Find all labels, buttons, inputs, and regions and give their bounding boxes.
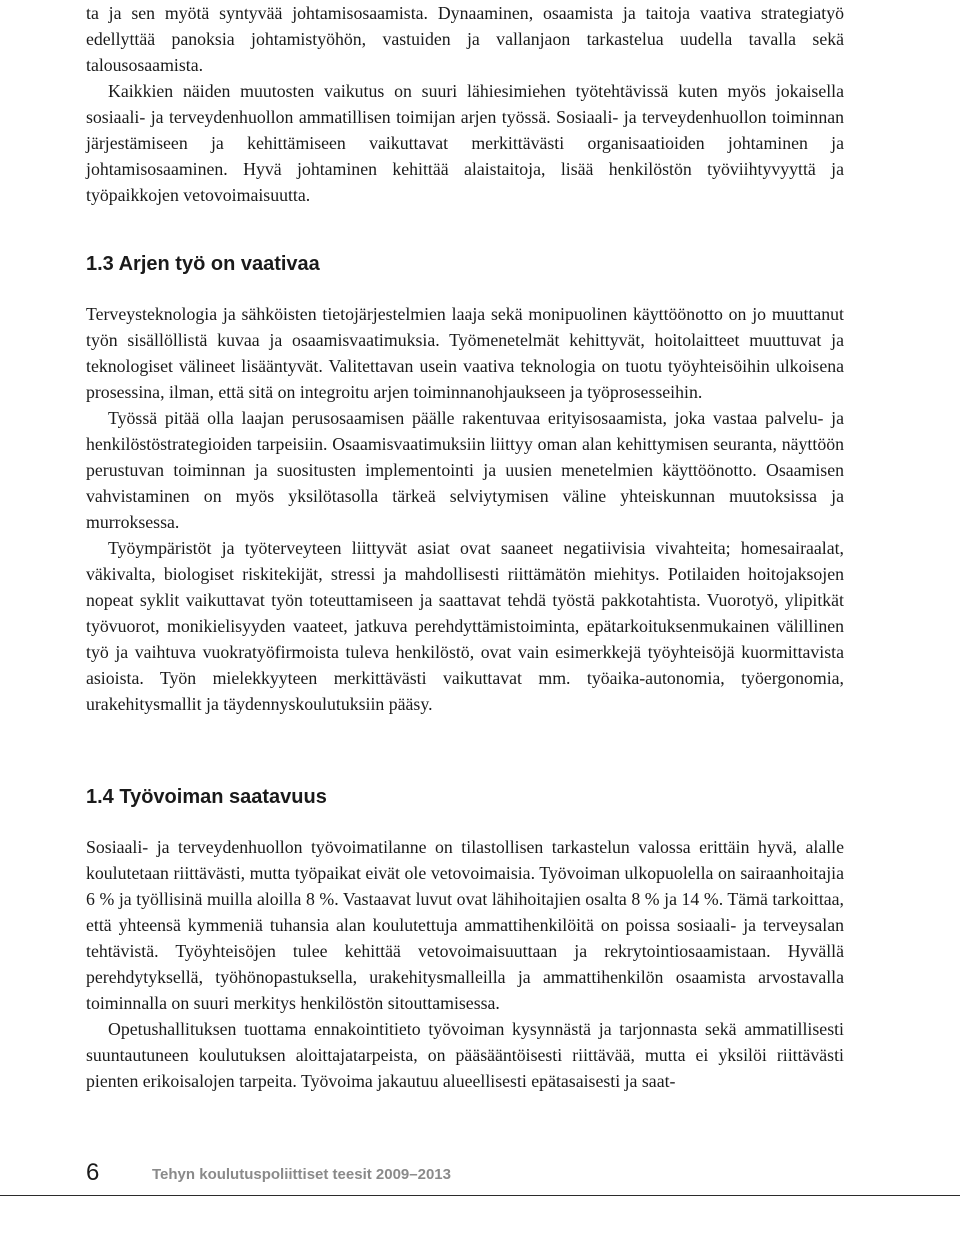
intro-paragraph-1: ta ja sen myötä syntyvää johtamisosaamista. Dynaaminen, osaamista ja taitoja vaativa strategiatyö edellyttää panoksia johtamistyöhön, vastuiden ja vallanjaon tarkastelua uudella tavalla sekä talousosaamista. — [86, 3, 844, 75]
intro-block — [86, 0, 844, 208]
section-1-4-paragraph-2: Opetushallituksen tuottama ennakointitieto työvoiman kysynnästä ja tarjonnasta sekä ammatillisesti suuntautuneen koulutuksen aloittajatarpeista, on pääsääntöisesti riittävää, mutta ei yksilöi riittävästi pienten erikoisalojen tarpeita. Työvoima jakautuu alueellisesti epätasaisesti ja saat- — [86, 1019, 844, 1091]
page-number: 6 — [86, 1159, 100, 1186]
section-1-3-paragraph-3: Työympäristöt ja työterveyteen liittyvät asiat ovat saaneet negatiivisia vivahteita; homesairaalat, väkivalta, biologiset riskitekijät, stressi ja mahdollisesti riittämätön miehitys. Potilaiden hoitojaksojen nopeat syklit vaikuttavat työn toteuttamiseen ja saattavat tehdä työstä pakkotahtista. Vuorotyö, ylipitkät työvuorot, monikielisyyden vaateet, jatkuva perehdyttämistoiminta, epätarkoituksenmukainen välillinen työ ja vaihtuva vuokratyöfirmoista tuleva henkilöstö, ovat vain esimerkkejä työyhteisöjä kuormittavista asioista. Työn mielekkyyteen merkittävästi vaikuttavat mm. työaika-autonomia, työergonomia, urakehitysmallit ja täydennyskoulutuksiin pääsy. — [86, 538, 844, 714]
footer-divider — [0, 1195, 960, 1242]
section-1-3-body — [86, 301, 844, 717]
section-heading-1-4: 1.4 Työvoiman saatavuus — [86, 786, 327, 808]
page-footer — [86, 1156, 451, 1186]
section-1-4-body — [86, 834, 844, 1094]
section-heading-1-3: 1.3 Arjen työ on vaativaa — [86, 253, 320, 275]
section-1-3-paragraph-2: Työssä pitää olla laajan perusosaamisen päälle rakentuvaa erityisosaamista, joka vastaa palvelu- ja henkilöstöstrategioiden tarpeisiin. Osaamisvaatimuksiin liittyy oman alan kehittymisen seuranta, näyttöön perustuvan toiminnan ja suositusten implementointi ja uusien menetelmien käyttöönotto. Osaamisen vahvistaminen on myös yksilötasolla tärkeä selviytymisen väline yhteiskunnan muutoksissa ja murroksessa. — [86, 408, 844, 532]
section-1-4-paragraph-1: Sosiaali- ja terveydenhuollon työvoimatilanne on tilastollisen tarkastelun valossa erittäin hyvä, alalle koulutetaan riittävästi, mutta työpaikat eivät ole vetovoimaisia. Työvoiman ulkopuolella on sairaanhoitajia 6 % ja työllisinä muilla aloilla 8 %. Vastaavat luvut ovat lähihoitajien osalta 8 % ja 14 %. Tämä tarkoittaa, että yhteensä kymmeniä tuhansia alan koulutettuja ammattihenkilöitä on poissa sosiaali- ja terveysalan tehtävistä. Työyhteisöjen tulee kehittää vetovoimaisuuttaan ja rekrytointiosaamistaan. Hyvällä perehdytyksellä, työhönopastuksella, urakehitysmalleilla ja ammattihenkilön osaamista arvostavalla toiminnalla on suuri merkitys henkilöstön sitouttamisessa. — [86, 837, 844, 1013]
section-1-3-paragraph-1: Terveysteknologia ja sähköisten tietojärjestelmien laaja sekä monipuolinen käyttöönotto on jo muuttanut työn sisällöllistä kuvaa ja osaamisvaatimuksia. Työmenetelmät kehittyvät, hoitolaitteet muuttuvat ja teknologiset välineet lisääntyvät. Valitettavan usein vaativa teknologia on tuotu työyhteisöihin ulkoisena prosessina, ilman, että sitä on integroitu arjen toiminnanohjaukseen ja työprosesseihin. — [86, 304, 844, 402]
intro-paragraph-2: Kaikkien näiden muutosten vaikutus on suuri lähiesimiehen työtehtävissä kuten myös jokaisella sosiaali- ja terveydenhuollon ammatillisen toimijan arjen työssä. Sosiaali- ja terveydenhuollon toiminnan järjestämiseen ja kehittämiseen vaikuttavat merkittävästi organisaatioiden johtaminen ja johtamisosaaminen. Hyvä johtaminen kehittää alaistaitoja, lisää henkilöstön työviihtyvyyttä ja työpaikkojen vetovoimaisuutta. — [86, 81, 844, 205]
running-title: Tehyn koulutuspoliittiset teesit 2009–2013 — [152, 1166, 451, 1183]
